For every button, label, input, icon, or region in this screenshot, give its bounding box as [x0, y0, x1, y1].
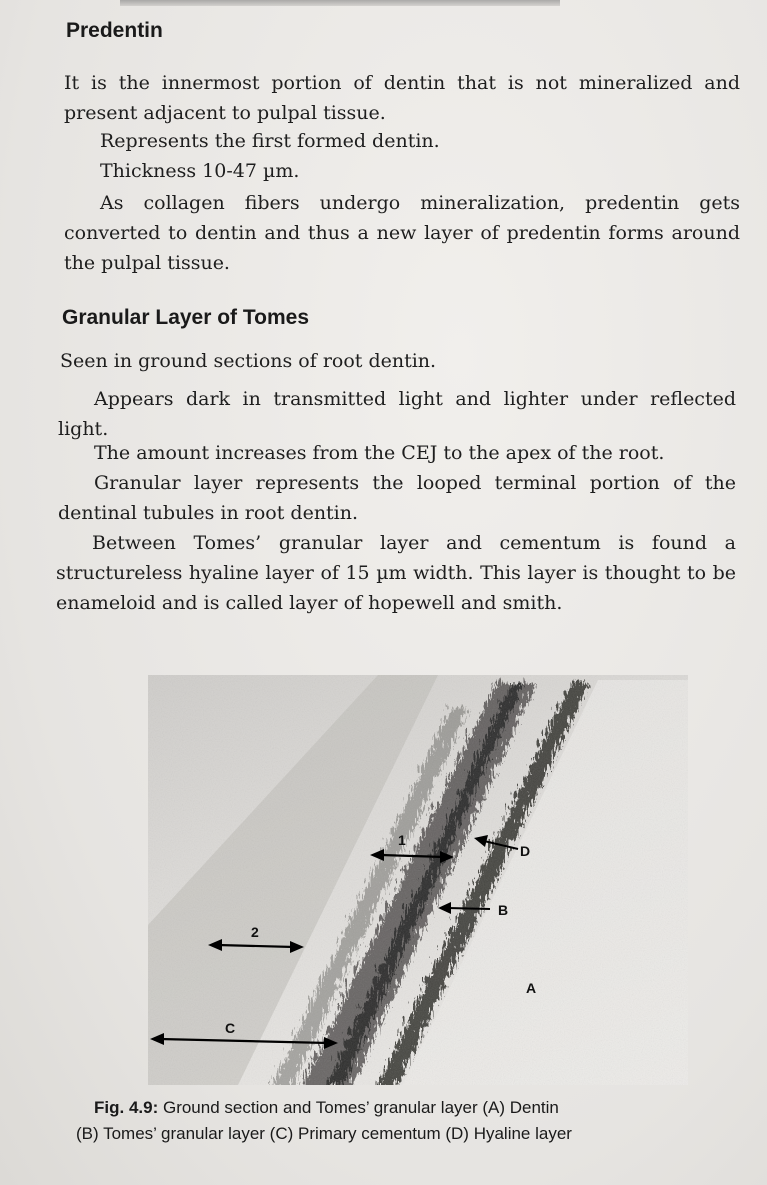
hyaline-layer-paragraph: Between Tomes’ granular layer and cementum is found a structureless hyaline layer of 15 µm width. This layer is thought to be enameloid and is called layer of hopewell and smith. [56, 532, 736, 614]
granular-layer-heading: Granular Layer of Tomes [62, 306, 310, 329]
ground-section-micrograph [148, 675, 688, 1085]
figure-caption-text-1: Ground section and Tomes’ granular layer (A) Dentin [162, 1098, 559, 1117]
label-c: C [225, 1020, 236, 1036]
figure-caption-line-2: (B) Tomes’ granular layer (C) Primary cementum (D) Hyaline layer [76, 1124, 572, 1143]
predentin-mineralization-paragraph: As collagen fibers undergo mineralization, predentin gets converted to dentin and thus a new layer of predentin forms around the pulpal tissue. [64, 192, 740, 274]
micrograph-drawing [148, 675, 688, 1085]
label-a: A [526, 980, 537, 996]
label-d: D [520, 843, 531, 859]
granular-layer-looped-tubules-paragraph: Granular layer represents the looped terminal portion of the dentinal tubules in root dentin. [58, 472, 736, 524]
granular-layer-ground-sections-paragraph: Seen in ground sections of root dentin. [60, 350, 437, 372]
predentin-definition-paragraph: It is the innermost portion of dentin that is not mineralized and present adjacent to pulpal tissue. [64, 72, 740, 124]
predentin-heading: Predentin [66, 19, 163, 42]
figure-caption-line-1 [94, 1096, 559, 1120]
figure-number: Fig. 4.9: [94, 1098, 159, 1117]
label-b: B [498, 902, 509, 918]
predentin-first-formed-paragraph: Represents the first formed dentin. [100, 130, 440, 152]
granular-layer-transmitted-light-paragraph: Appears dark in transmitted light and lighter under reflected light. [58, 388, 736, 440]
label-2: 2 [251, 924, 259, 940]
predentin-thickness-paragraph: Thickness 10-47 µm. [100, 160, 300, 182]
page-top-edge [120, 0, 560, 6]
granular-layer-amount-paragraph: The amount increases from the CEJ to the apex of the root. [94, 442, 665, 464]
label-1: 1 [398, 832, 406, 848]
